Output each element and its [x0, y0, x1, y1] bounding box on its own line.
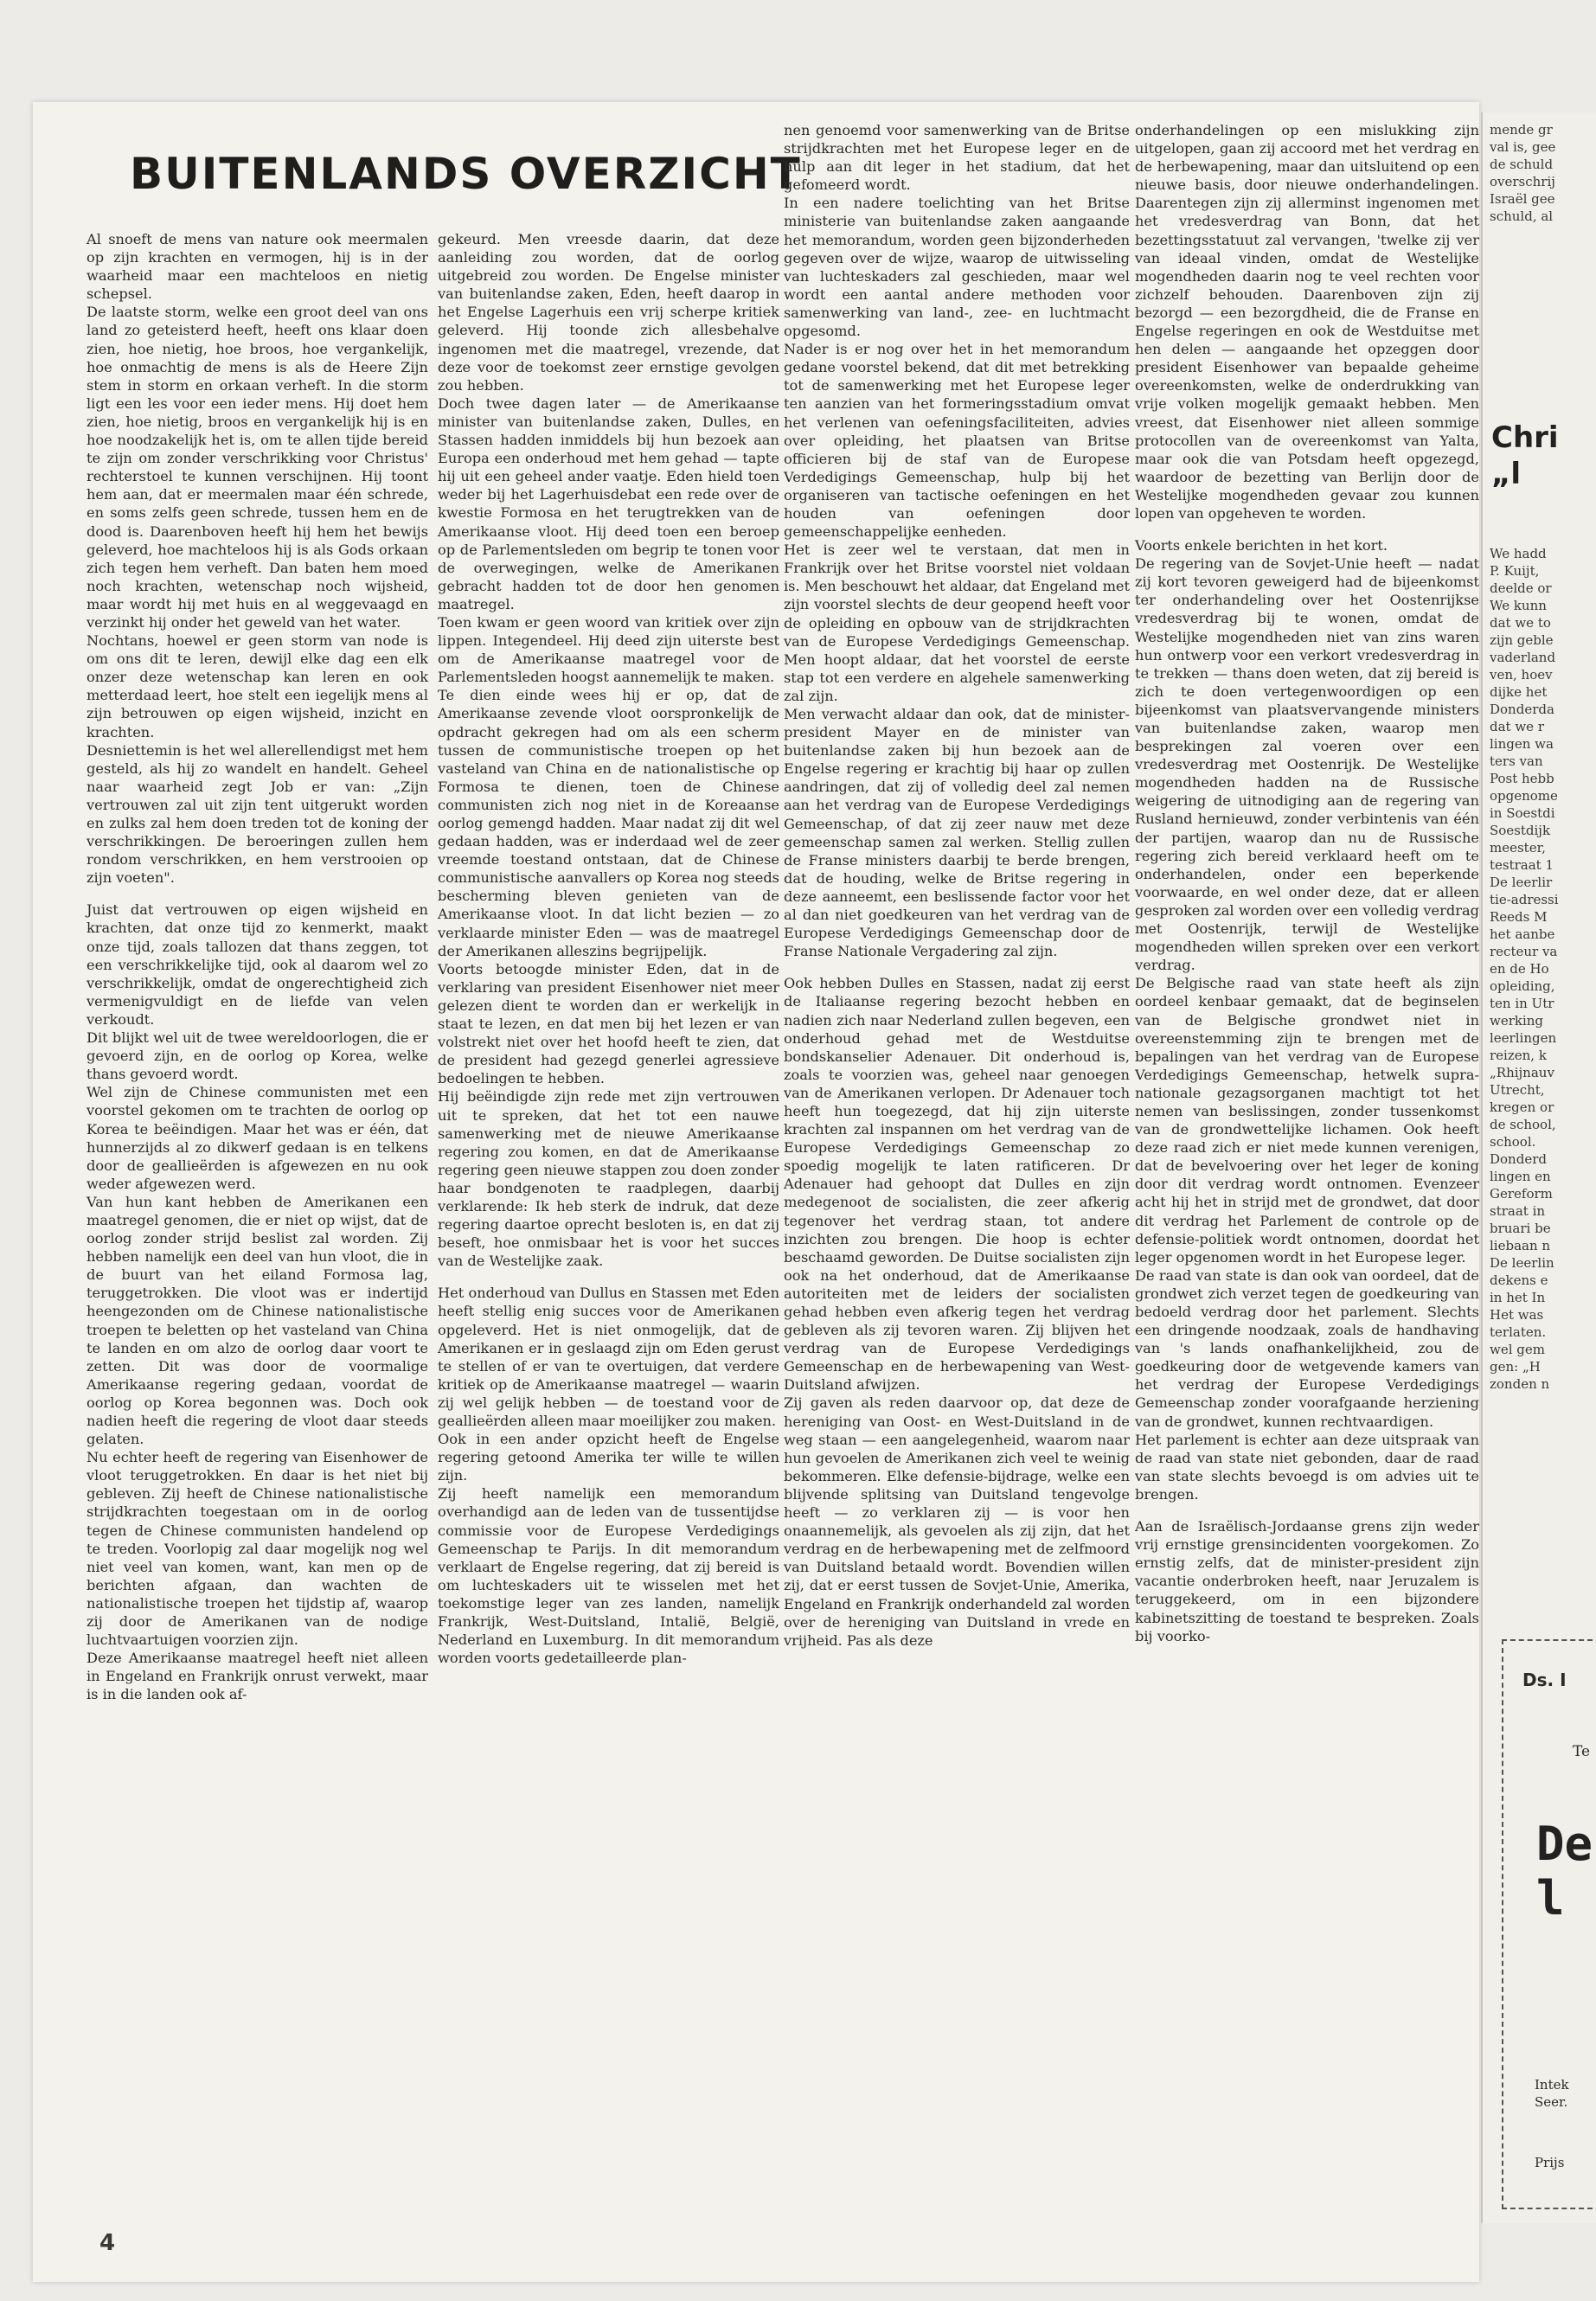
- adjacent-page-heading: Chri „l: [1491, 420, 1559, 491]
- paragraph: In een nadere toelichting van het Britse ministerie van buitenlandse zaken aangaande het memorandum, worden geen bijzonderheden gegeven over de wijze, waarop de uitwisseling van luchteskaders zal geschieden, maar wel wordt een aantal andere methoden voor samenwerking van land-, zee- en luchtmacht opgesomd.: [784, 195, 1130, 340]
- paragraph: Het is zeer wel te verstaan, dat men in Frankrijk over het Britse voorstel niet voldaan is. Men beschouwt het aldaar, dat Engeland met zijn voorstel slechts de deur geopend heeft voor de opleiding en opbouw van de strijdkrachten van de Europese Verdedigings Gemeenschap. Men hoopt aldaar, dat het voorstel de eerste stap tot een verdere en algehele samenwerking zal zijn.: [784, 542, 1130, 704]
- page-number: 4: [99, 2230, 116, 2256]
- paragraph: Zij heeft namelijk een memorandum overhandigd aan de leden van de tussentijdse commissie voor de Europese Verdedigings Gemeenschap te Parijs. In dit memorandum verklaart de Engelse regering, dat zij bereid is om luchteskaders uit te wisselen met het toekomstige leger van zes landen, namelijk Frankrijk, West-Duitsland, Intalië, België, Nederland en Luxemburg. In dit memorandum worden voorts gedetailleerde plan-: [438, 1485, 779, 1667]
- paragraph: Juist dat vertrouwen op eigen wijsheid en krachten, dat onze tijd zo kenmerkt, maakt onze tijd, zoals tallozen dat thans zeggen, tot een verschrikkelijke tijd, ook al daarom wel zo verschrikkelijk, omdat de ongerechtigheid zich vermenigvuldigt en de liefde van velen verkoudt.: [87, 901, 428, 1028]
- ad-large-heading: De l: [1536, 1817, 1593, 1926]
- paragraph: Ook in een ander opzicht heeft de Engelse regering getoond Amerika ter wille te willen zijn.: [438, 1431, 779, 1484]
- ad-subtitle: Te: [1573, 1743, 1591, 1760]
- paragraph: Deze Amerikaanse maatregel heeft niet alleen in Engeland en Frankrijk onrust verwekt, maar is in die landen ook af-: [87, 1650, 428, 1703]
- paragraph: De Belgische raad van state heeft als zijn oordeel kenbaar gemaakt, dat de beginselen van de Belgische grondwet niet in overeenstemming zijn te brengen met de bepalingen van het verdrag van de Europese Verdedigings Gemeenschap, hetwelk supra-nationale gezagsorganen machtigt tot het nemen van beslissingen, zonder tussenkomst van de grondwettelijke lichamen. Ook heeft deze raad zich er niet mede kunnen verenigen, dat de bevelvoering over het leger de koning door dit verdrag wordt ontnomen. Evenzeer acht hij het in strijd met de grondwet, dat door dit verdrag het Parlement de controle op de defensie-politiek wordt ontnomen, doordat het leger opgenomen wordt in het Europese leger.: [1135, 975, 1479, 1266]
- paragraph: Voorts enkele berichten in het kort.: [1135, 537, 1388, 554]
- paragraph: Toen kwam er geen woord van kritiek over zijn lippen. Integendeel. Hij deed zijn uiterste best om de Amerikaanse maatregel voor de Parlementsleden hoogst aannemelijk te maken.: [438, 613, 779, 686]
- paragraph: Voorts betoogde minister Eden, dat in de verklaring van president Eisenhower niet meer gelezen dient te worden dan er werkelijk in staat te lezen, en dat men bij het lezen er van volstrekt niet over het hoofd heeft te zien, dat de president had gezegd generlei agressieve bedoelingen te hebben.: [438, 960, 779, 1087]
- paragraph: Aan de Israëlisch-Jordaanse grens zijn weder vrij ernstige grensincidenten voorgekomen. Zo ernstig zelfs, dat de minister-president zijn vacantie onderbroken heeft, naar Jeruzalem is teruggekeerd, om in een bijzondere kabinetszitting de toestand te bespreken. Zoals bij voorko-: [1135, 1518, 1479, 1644]
- ad-prijs: Prijs: [1535, 2155, 1565, 2170]
- paragraph: Doch twee dagen later — de Amerikaanse minister van buitenlandse zaken, Dulles, en Stassen hadden inmiddels bij hun bezoek aan Europa een onderhoud met hem gehad — tapte hij uit een geheel ander vaatje. Eden hield toen weder bij het Lagerhuisdebat een rede over de kwestie Formosa en het terugtrekken van de Amerikaanse vloot. Hij deed toen een beroep op de Parlementsleden om begrip te tonen voor de overwegingen, welke de Amerikanen gebracht hadden tot de door hen genomen maatregel.: [438, 394, 779, 612]
- paragraph: Het onderhoud van Dullus en Stassen met Eden heeft stellig enig succes voor de Amerikanen opgeleverd. Het is niet onmogelijk, dat de Amerikanen er in geslaagd zijn om Eden gerust te stellen of er van te overtuigen, dat verdere kritiek op de Amerikaanse maatregel — waarin zij wel gelijk hebben — de toestand voor de geallieërden alleen maar moeilijker zou maken.: [438, 1285, 779, 1429]
- paragraph: Desniettemin is het wel allerellendigst met hem gesteld, als hij zo wandelt en handelt. Geheel naar waarheid zegt Job er van: „Zijn vertrouwen zal uit zijn tent uitgerukt worden en zulks zal hem doen treden tot de koning der verschrikkingen. De beroeringen zullen hem rondom verschrikken, en hem verstrooien op zijn voeten".: [87, 741, 428, 887]
- paragraph: Te dien einde wees hij er op, dat de Amerikaanse zevende vloot oorspronkelijk de opdracht gekregen had om als een scherm tussen de communistische troepen op het vasteland van China en de nationalistische op Formosa te dienen, toen de Chinese communisten zich nog niet in de Koreaanse oorlog gemengd hadden. Maar nadat zij dit wel gedaan hadden, was er inderdaad wel de zeer vreemde toestand ontstaan, dat de Chinese communistische aanvallers op Korea nog steeds bescherming bleven genieten van de Amerikaanse vloot. In dat licht bezien — zo verklaarde minister Eden — was de maatregel der Amerikanen alleszins begrijpelijk.: [438, 687, 779, 959]
- page-title: BUITENLANDS OVERZICHT: [130, 149, 802, 199]
- paragraph: Dit blijkt wel uit de twee wereldoorlogen, die er gevoerd zijn, en de oorlog op Korea, welke thans gevoerd wordt.: [87, 1029, 428, 1083]
- text-column-1: [87, 230, 428, 1704]
- paragraph: Van hun kant hebben de Amerikanen een maatregel genomen, die er niet op wijst, dat de oorlog zonder strijd beslist zal worden. Zij hebben namelijk een deel van hun vloot, die in de buurt van het eiland Formosa lag, teruggetrokken. Die vloot was er indertijd heengezonden om de Chinese nationalistische troepen te beletten op het vasteland van China te landen en om alzo de oorlog daar voort te zetten. Dit was door de voormalige Amerikaanse regering gedaan, voordat de oorlog op Korea begonnen was. Doch ook nadien heeft die regering de vloot daar steeds gelaten.: [87, 1193, 428, 1448]
- text-column-4: [1135, 121, 1479, 1645]
- ad-inteko: Intek Seer.: [1535, 2077, 1569, 2110]
- paragraph: De raad van state is dan ook van oordeel, dat de grondwet zich verzet tegen de goedkeuring van bedoeld verdrag door het parlement. Slechts een dringende noodzaak, zoals de handhaving van 's lands onafhankelijkheid, zou de goedkeuring door de wetgevende kamers van het verdrag der Europese Verdedigings Gemeenschap zonder voorafgaande herziening van de grondwet, kunnen rechtvaardigen.: [1135, 1266, 1479, 1430]
- paragraph: Ook hebben Dulles en Stassen, nadat zij eerst de Italiaanse regering bezocht hebben en nadien zich naar Nederland zullen begeven, een onderhoud gehad met de Westduitse bondskanselier Adenauer. Dit onderhoud is, zoals te voorzien was, geheel naar genoegen van de Amerikanen verlopen. Dr Adenauer toch heeft hun toegezegd, dat hij zijn uiterste krachten zal inspannen om het verdrag van de Europese Verdedigings Gemeenschap zo spoedig mogelijk te laten ratificeren. Dr Adenauer had gehoopt dat Dulles en zijn medegenoot de socialisten, die zeer afkerig tegenover het verdrag staan, tot andere inzichten zou brengen. Die hoop is echter beschaamd geworden. De Duitse socialisten zijn ook na het onderhoud, dat de Amerikaanse autoriteiten met de leiders der socialisten gehad hebben even afkerig tegen het verdrag gebleven als zij tevoren waren. Zij blijven het verdrag van de Europese Verdedigings Gemeenschap en de herbewapening van West-Duitsland afwijzen.: [784, 975, 1130, 1394]
- paragraph: Hij beëindigde zijn rede met zijn vertrouwen uit te spreken, dat het tot een nauwe samenwerking met de nieuwe Amerikaanse regering zou komen, en dat de Amerikaanse regering geen nieuwe stappen zou doen zonder haar bondgenoten te raadplegen, daarbij verklarende: Ik heb sterk de indruk, dat deze regering daartoe oprecht besloten is, en dat zij beseft, hoe onmisbaar het is voor het succes van de Westelijke zaak.: [438, 1088, 779, 1270]
- paragraph: gekeurd. Men vreesde daarin, dat deze aanleiding zou worden, dat de oorlog uitgebreid zou worden. De Engelse minister van buitenlandse zaken, Eden, heeft daarop in het Engelse Lagerhuis een vrij scherpe kritiek geleverd. Hij toonde zich allesbehalve ingenomen met die maatregel, vrezende, dat deze voor de toekomst zeer ernstige gevolgen zou hebben.: [438, 231, 779, 394]
- paragraph: Wel zijn de Chinese communisten met een voorstel gekomen om te trachten de oorlog op Korea te beëindigen. Maar het was er één, dat hunnerzijds al zo dikwerf gedaan is en telkens door de geallieërden is afgewezen en nu ook weder afgewezen werd.: [87, 1084, 428, 1192]
- paragraph: De regering van de Sovjet-Unie heeft — nadat zij kort tevoren geweigerd had de bijeenkomst ter onderhandeling over het Oostenrijkse vredesverdrag bij te wonen, omdat de Westelijke mogendheden niet van zins waren hun ontwerp voor een verkort vredesverdrag in te trekken — thans doen weten, dat zij bereid is zich te doen vertegenwoordigen op een bijeenkomst van plaatsvervangende ministers van buitenlandse zaken, waarop men besprekingen zal voeren over een vredesverdrag met Oostenrijk. De Westelijke mogendheden hadden na de Russische weigering de uitnodiging aan de regering van Rusland hernieuwd, zonder verbintenis van één der partijen, waarop dan nu de Russische regering zich bereid verklaard heeft om te onderhandelen, onder een beperkende voorwaarde, en wel onder deze, dat er alleen gesproken zal worden over een volledig verdrag met Oostenrijk, terwijl de Westelijke mogendheden willen spreken over een verkort verdrag.: [1135, 555, 1479, 974]
- paragraph: Het parlement is echter aan deze uitspraak van de raad van state niet gebonden, daar de raad van state slechts bevoegd is om advies uit te brengen.: [1135, 1431, 1479, 1503]
- paragraph: Men verwacht aldaar dan ook, dat de minister-president Mayer en de minister van buitenlandse zaken bij hun bezoek aan de Engelse regering er krachtig bij haar op zullen aandringen, dat zij of volledig deel zal nemen aan het verdrag van de Europese Verdedigings Gemeenschap, of dat zij zeer nauw met deze gemeenschap samen zal werken. Stellig zullen de Franse ministers daarbij te berde brengen, dat de houding, welke de Britse regering in deze aanneemt, een beslissende factor voor het al dan niet goedkeuren van het verdrag van de Europese Verdedigings Gemeenschap door de Franse Nationale Vergadering zal zijn.: [784, 706, 1130, 960]
- paragraph: onderhandelingen op een mislukking zijn uitgelopen, gaan zij accoord met het verdrag en de herbewapening, maar dan uitsluitend op een nieuwe basis, door nieuwe onderhandelingen. Daarentegen zijn zij allerminst ingenomen met het vredesverdrag van Bonn, dat het bezettingsstatuut zal vervangen, 'twelke zij ver van ideaal vinden, omdat de Westelijke mogendheden daarin nog te veel rechten voor zichzelf behouden. Daarenboven zijn zij bezorgd — een bezorgdheid, die de Franse en Engelse regeringen en ook de Westduitse met hen delen — aangaande het opzeggen door president Eisenhower van bepaalde geheime overeenkomsten, welke de onderdrukking van vrije volken mogelijk gemaakt hebben. Men vreest, dat Eisenhower niet alleen sommige protocollen van de overeenkomst van Yalta, maar ook die van Potsdam heeft opgezegd, waardoor de bezetting van Berlijn door de Westelijke mogendheden gevaar zou kunnen lopen van opgeheven te worden.: [1135, 122, 1479, 522]
- ad-title: Ds. I: [1522, 1670, 1567, 1690]
- adjacent-page-top-text: mende gr val is, gee de schuld overschrij Israël gee schuld, al: [1490, 122, 1556, 224]
- paragraph: nen genoemd voor samenwerking van de Britse strijdkrachten met het Europese leger en de hulp aan dit leger in het stadium, dat het gefomeerd wordt.: [784, 122, 1130, 194]
- paragraph: Al snoeft de mens van nature ook meermalen op zijn krachten en vermogen, hij is in der waarheid maar een machteloos en nietig schepsel.: [87, 231, 428, 303]
- paragraph: Nader is er nog over het in het memorandum gedane voorstel bekend, dat dit met betrekking tot de samenwerking met het Europese leger ten aanzien van het formeringsstadium omvat het verlenen van oefeningsfaciliteiten, advies over opleiding, het plaatsen van Britse officieren bij de staf van de Europese Verdedigings Gemeenschap, hulp bij het organiseren van tactische oefeningen en het houden van oefeningen door gemeenschappelijke eenheden.: [784, 341, 1130, 541]
- paragraph: Nochtans, hoewel er geen storm van node is om ons dit te leren, dewijl elke dag een elk onzer deze wetenschap kan leren en ook metterdaad leert, hoe stelt een iegelijk mens al zijn betrouwen op eigen wijsheid, inzicht en krachten.: [87, 632, 428, 740]
- paragraph: Zij gaven als reden daarvoor op, dat deze de hereniging van Oost- en West-Duitsland in de weg staan — een aangelegenheid, waarom naar hun gevoelen de Amerikanen zich veel te weinig bekommeren. Elke defensie-bijdrage, welke een blijvende splitsing van Duitsland tengevolge heeft — zo verklaren zij — is voor hen onaannemelijk, als gevoelen als zij zijn, dat het verdrag en de herbewapening met de zelfmoord van Duitsland betaald wordt. Bovendien willen zij, dat er eerst tussen de Sovjet-Unie, Amerika, Engeland en Frankrijk onderhandeld zal worden over de hereniging van Duitsland in vrede en vrijheid. Pas als deze: [784, 1394, 1130, 1649]
- text-column-2: [438, 230, 779, 1667]
- text-column-3: [784, 121, 1130, 1650]
- adjacent-page-body-text: We hadd P. Kuijt, deelde or We kunn dat we to zijn geble vaderland ven, hoev dijke het Donderda dat we r lingen wa ters van Post hebb opgenome in Soestdi Soestdijk meester, testraat 1 De leerlir tie-adressi Reeds M het aanbe recteur va en de Ho opleiding, ten in Utr werking leerlingen reizen, k „Rhijnauv Utrecht, kregen or de school, school. Donderd lingen en Gereform straat in bruari be liebaan n De leerlin dekens e in het In Het was terlaten. wel gem gen: „H zonden n: [1490, 546, 1559, 1392]
- paragraph: Nu echter heeft de regering van Eisenhower de vloot teruggetrokken. En daar is het niet bij gebleven. Zij heeft de Chinese nationalistische strijdkrachten toegestaan om in de oorlog tegen de Chinese communisten handelend op te treden. Voorlopig zal daar mogelijk nog wel niet veel van komen, want, kan men op de berichten afgaan, dan wachten de nationalistische troepen het tijdstip af, waarop zij door de Amerikanen van de nodige luchtvaartuigen voorzien zijn.: [87, 1449, 428, 1649]
- paragraph: De laatste storm, welke een groot deel van ons land zo geteisterd heeft, heeft ons klaar doen zien, hoe nietig, hoe broos, hoe vergankelijk, hoe onmachtig de mens is als de Heere Zijn stem in storm en orkaan verheft. In die storm ligt een les voor een ieder mens. Hij doet hem zien, hoe nietig, broos en vergankelijk hij is en hoe noodzakelijk het is, om te allen tijde bereid te zijn om zonder verschrikking voor Christus' rechterstoel te kunnen verschijnen. Hij toont hem aan, dat er meermalen maar één schrede, en soms zelfs geen schrede, tussen hem en de dood is. Daarenboven heeft hij hem het bewijs geleverd, hoe machteloos hij is als Gods orkaan zich tegen hem verheft. Dan baten hem moed noch krachten, wetenschap noch wijsheid, maar wordt hij met huis en al weggevaagd en verzinkt hij onder het geweld van het water.: [87, 304, 428, 631]
- adjacent-page-edge: [1481, 112, 1596, 2223]
